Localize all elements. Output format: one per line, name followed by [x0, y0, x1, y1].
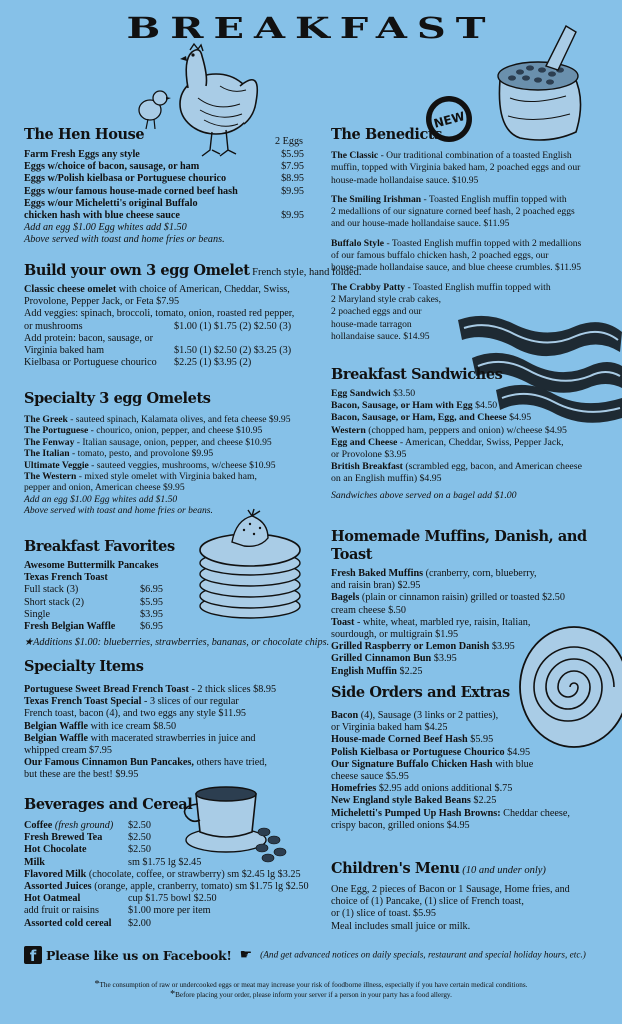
specialty-items-heading: Specialty Items: [24, 658, 144, 675]
menu-item-desc: French toast, bacon (4), and two eggs any style $11.95: [24, 708, 247, 720]
muffins-section: [331, 528, 611, 678]
price-list: $2.25 (1) $3.95 (2): [174, 357, 252, 369]
benedict-item: Buffalo Style - Toasted English muffin topped with 2 medallions of our famous buffalo chicken hash, 2 poached eggs, our house-made hollandaise sauce, and blue cheese crumbles. $11.95: [331, 237, 582, 274]
facebook-note: (And get advanced notices on daily specials, restaurant and special holiday hours, etc.): [260, 950, 586, 961]
menu-item: Texas French Toast Special - 3 slices of our regular: [24, 696, 239, 708]
menu-item: Short stack (2) $5.95: [24, 596, 163, 608]
childrens-subheading: (10 and under only): [462, 865, 546, 876]
menu-item: Western (chopped ham, peppers and onion) w/cheese $4.95: [331, 424, 567, 436]
menu-item: Full stack (3) $6.95: [24, 584, 163, 596]
menu-item: Eggs w/our Micheletti's original Buffalo: [24, 197, 198, 209]
menu-item: British Breakfast (scrambled egg, bacon, and American cheese: [331, 461, 582, 473]
menu-item: New England style Baked Beans $2.25: [331, 795, 497, 807]
specialty-omelets-heading: Specialty 3 egg Omelets: [24, 390, 211, 407]
menu-item-desc: crispy bacon, grilled onions $4.95: [331, 819, 470, 831]
menu-item-desc: choice of (1) Pancake, (1) slice of French toast,: [331, 896, 524, 908]
menu-item: Belgian Waffle with ice cream $8.50: [24, 720, 177, 732]
menu-item-name: Classic cheese omelet: [24, 284, 117, 295]
menu-item: Ultimate Veggie - sauteed veggies, mushrooms, w/cheese $10.95: [24, 459, 276, 471]
footer-line-1: *The consumption of raw or undercooked eggs or meat may increase your risk of foodborne illness, especially if you have certain medical conditions.: [94, 979, 528, 990]
menu-item-desc: or Virginia baked ham $4.25: [331, 722, 448, 734]
menu-item-desc: with choice of American, Cheddar, Swiss,: [118, 284, 290, 295]
menu-item: House-made Corned Beef Hash $5.95: [331, 734, 494, 746]
facebook-link[interactable]: Please like us on Facebook!: [46, 947, 232, 963]
menu-item: Assorted cold cereal $2.00: [24, 917, 151, 929]
menu-item: Belgian Waffle with macerated strawberries in juice and: [24, 732, 256, 744]
childrens-section: [331, 860, 611, 933]
menu-item: Bacon, Sausage, or Ham, Egg, and Cheese $4.95: [331, 412, 532, 424]
benedicts-heading: The Benedicts: [331, 126, 442, 143]
price-list: $1.50 (1) $2.50 (2) $3.25 (3): [174, 345, 292, 357]
menu-item: add fruit or raisins $1.00 more per item: [24, 905, 211, 917]
menu-item: Texas French Toast: [24, 572, 108, 584]
facebook-bar: [24, 946, 614, 964]
sides-section: [331, 684, 601, 832]
menu-item: The Italian - tomato, pesto, and provolone $9.95: [24, 448, 214, 460]
menu-item: Fresh Belgian Waffle $6.95: [24, 621, 163, 633]
menu-item: Awesome Buttermilk Pancakes: [24, 560, 159, 571]
benedicts-section: [331, 126, 601, 350]
menu-item-desc: One Egg, 2 pieces of Bacon or 1 Sausage, Home fries, and: [331, 884, 570, 895]
menu-item: Our Signature Buffalo Chicken Hash with blue: [331, 758, 534, 770]
menu-item: Bacon, Sausage, or Ham with Egg $4.50: [331, 400, 498, 412]
menu-item: Egg and Cheese - American, Cheddar, Swiss, Pepper Jack,: [331, 436, 564, 448]
menu-item: Grilled Cinnamon Bun $3.95: [331, 653, 457, 665]
note: Sandwiches above served on a bagel add $1.00: [331, 489, 517, 501]
menu-item-desc: Meal includes small juice or milk.: [331, 920, 471, 932]
menu-item-desc: on an English muffin) $4.95: [331, 473, 442, 485]
hen-house-col-header: 2 Eggs: [274, 136, 303, 147]
sandwiches-heading: Breakfast Sandwiches: [331, 366, 503, 383]
menu-item-desc: cream cheese $.50: [331, 604, 406, 616]
menu-item-desc: pepper and onion, American cheese $9.95: [24, 482, 185, 494]
menu-item-desc: whipped cream $7.95: [24, 745, 112, 757]
page-title: BREAKFAST: [126, 11, 496, 45]
menu-item: Fresh Brewed Tea $2.50: [24, 832, 151, 844]
menu-item: The Greek - sauteed spinach, Kalamata olives, and feta cheese $9.95: [24, 414, 291, 425]
menu-item: Egg Sandwich $3.50: [331, 388, 416, 399]
menu-item: The Portuguese - chourico, onion, pepper, and cheese $10.95: [24, 425, 263, 437]
menu-item: Milk sm $1.75 lg $2.45: [24, 856, 202, 868]
menu-item-desc: and raisin bran) $2.95: [331, 580, 421, 592]
menu-item: Polish Kielbasa or Portuguese Chourico $4.95: [331, 746, 531, 758]
menu-item: Eggs w/our famous house-made corned beef hash $9.95: [24, 185, 304, 197]
note: Add an egg $1.00 Egg whites add $1.50: [24, 222, 187, 234]
menu-item: Hot Chocolate $2.50: [24, 844, 151, 856]
hen-house-heading: The Hen House: [24, 126, 145, 143]
menu-item-desc: or mushrooms: [24, 320, 83, 332]
omelet-heading: Build your own 3 egg Omelet: [24, 262, 250, 279]
note: ★Additions $1.00: blueberries, strawberries, bananas, or chocolate chips.: [24, 637, 330, 649]
menu-item: Micheletti's Pumped Up Hash Browns: Cheddar cheese,: [331, 807, 570, 819]
menu-item-desc: but these are the best! $9.95: [24, 769, 139, 781]
menu-item: Eggs w/choice of bacon, sausage, or ham $7.95: [24, 161, 304, 173]
menu-item: The Fenway - Italian sausage, onion, pepper, and cheese $10.95: [24, 436, 272, 448]
menu-item-desc: cheese sauce $5.95: [331, 771, 409, 783]
benedict-item: The Smiling Irishman - Toasted English muffin topped with 2 medallions of our signature corned beef hash, 2 poached eggs and our house-made hollandaise sauce. $11.95: [331, 193, 575, 230]
favorites-section: [24, 538, 330, 649]
menu-item: chicken hash with blue cheese sauce $9.95: [24, 210, 304, 222]
asterisk-icon: *: [94, 979, 100, 990]
menu-item: Our Famous Cinnamon Bun Pancakes, others have tried,: [24, 757, 267, 769]
benedict-item: The Crabby Patty - Toasted English muffin topped with 2 Maryland style crab cakes, 2 poached eggs and our house-made tarragon hollandaise sauce. $14.95: [331, 281, 551, 342]
facebook-icon[interactable]: f: [24, 946, 42, 964]
menu-item: Flavored Milk (chocolate, coffee, or strawberry) sm $2.45 lg $3.25: [24, 868, 301, 880]
menu-item-desc: or (1) slice of toast. $5.95: [331, 908, 436, 920]
menu-item-desc: Provolone, Pepper Jack, or Feta $7.95: [24, 296, 180, 308]
menu-item-desc: sourdough, or multigrain $1.95: [331, 629, 459, 641]
footer-line-2: *Before placing your order, please inform your server if a person in your party has a food allergy.: [170, 989, 452, 1000]
specialty-omelets-section: [24, 390, 314, 517]
sides-heading: Side Orders and Extras: [331, 684, 510, 701]
muffins-heading: Homemade Muffins, Danish, and Toast: [331, 528, 587, 563]
menu-item: Grilled Raspberry or Lemon Danish $3.95: [331, 641, 515, 653]
price-list: $1.00 (1) $1.75 (2) $2.50 (3): [174, 320, 292, 332]
specialty-items-section: [24, 658, 314, 782]
asterisk-icon: *: [170, 989, 176, 1000]
menu-item: Homefries $2.95 add onions additional $.75: [331, 783, 513, 795]
menu-item-desc: or Provolone $3.95: [331, 449, 407, 461]
menu-item: Portuguese Sweet Bread French Toast - 2 thick slices $8.95: [24, 684, 277, 695]
menu-item: Bagels (plain or cinnamon raisin) grilled or toasted $2.50: [331, 592, 565, 604]
note: Above served with toast and home fries or beans.: [24, 234, 225, 246]
menu-item: Eggs w/Polish kielbasa or Portuguese chourico $8.95: [24, 173, 304, 185]
benedict-item: The Classic - Our traditional combination of a toasted English muffin, topped with Virginia baked ham, 2 poached eggs and our house-made hollandaise sauce. $10.95: [331, 150, 581, 186]
childrens-heading: Children's Menu: [331, 860, 460, 877]
menu-item-desc: Add veggies: spinach, broccoli, tomato, onion, roasted red pepper,: [24, 308, 295, 320]
menu-item: Toast - white, wheat, marbled rye, raisin, Italian,: [331, 616, 531, 628]
menu-item-desc: Kielbasa or Portuguese chourico: [24, 357, 157, 369]
menu-item: Hot Oatmeal cup $1.75 bowl $2.50: [24, 893, 217, 905]
menu-item: Coffee (fresh ground) $2.50: [24, 820, 151, 831]
note: Above served with toast and home fries or beans.: [24, 505, 213, 517]
sandwiches-section: [331, 366, 611, 502]
menu-item: Fresh Baked Muffins (cranberry, corn, blueberry,: [331, 568, 537, 579]
menu-item: Single $3.95: [24, 608, 163, 620]
omelet-section: [24, 262, 362, 369]
menu-item: The Western - mixed style omelet with Virginia baked ham,: [24, 471, 257, 483]
hen-house-section: [24, 126, 304, 247]
favorites-heading: Breakfast Favorites: [24, 538, 175, 555]
menu-item-desc: Virginia baked ham: [24, 345, 105, 357]
menu-item-desc: Add protein: bacon, sausage, or: [24, 332, 154, 344]
menu-item: English Muffin $2.25: [331, 665, 423, 677]
menu-item: Farm Fresh Eggs any style $5.95: [24, 149, 304, 160]
note: Add an egg $1.00 Egg whites add $1.50: [24, 493, 178, 505]
beverages-heading: Beverages and Cereal: [24, 796, 193, 813]
beverages-section: [24, 796, 324, 930]
pointing-hand-icon: ☛: [239, 947, 253, 964]
menu-item: Bacon (4), Sausage (3 links or 2 patties),: [331, 710, 499, 721]
menu-item: Assorted Juices (orange, apple, cranberry, tomato) sm $1.75 lg $2.50: [24, 881, 309, 893]
omelet-subheading: French style, hand folded.: [252, 267, 362, 278]
new-badge-label: NEW: [432, 109, 467, 131]
